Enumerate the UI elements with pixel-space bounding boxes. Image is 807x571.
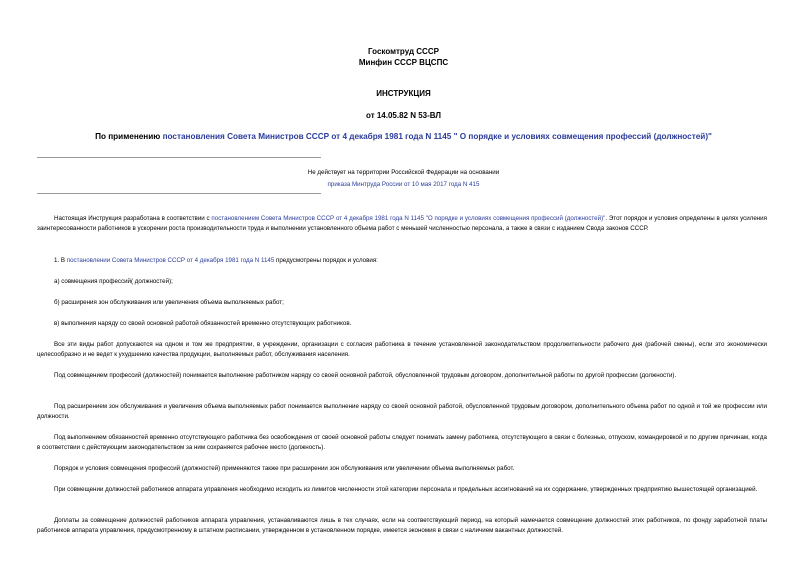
paragraph-1 — [37, 214, 767, 234]
p12-text: Доплаты за совмещение должностей работников аппарата управления, устанавливаются лишь в тех случаях, если на соответствующий период, на который намечается совмещение должностей этих работников, по фонду заработной платы работников аппарата управления, предусмотренному в штатном расписании, утвержденном в установленном порядке, имеется экономия в связи с наличием вакантных должностей. — [37, 517, 767, 535]
decree-title-link[interactable]: постановления Совета Министров СССР от 4 декабря 1981 года N 1145 " О порядке и условиях совмещения профессий (должностей)" — [162, 132, 712, 141]
doc-title-prefix: По применению — [95, 132, 163, 141]
notice-text: Не действует на территории Российской Федерации на основании — [307, 169, 500, 176]
paragraph-12 — [37, 516, 767, 536]
paragraph-3 — [37, 277, 767, 287]
paragraph-5 — [37, 319, 767, 329]
p3-text: а) совмещения профессий( должностей); — [54, 278, 173, 285]
p9-text: Под выполнением обязанностей временно отсутствующего работника без освобождения от своей основной работы следует понимать замену работника, отсутствующего в связи с болезнью, отпуском, командировкой и по другим причинам, когда в соответствии с действующим законодательством за ним сохраняется рабочее место (должность). — [37, 434, 767, 452]
p1-text-b: . Этот порядок и условия определены в целях усиления заинтересованности работников в ускорении роста производительности труда и выполнении установленного объема работ с меньшей численностью персонала, а также в связи с изданием Свода законов СССР. — [37, 215, 767, 233]
p5-text: в) выполнения наряду со своей основной работой обязанностей временно отсутствующих работников. — [54, 320, 352, 327]
p6-text: Все эти виды работ допускаются на одном и том же предприятии, в учреждении, организации с согласия работника в течение установленной законодательством продолжительности рабочего дня (рабочей смены), если это экономически целесообразно и не ведет к ухудшению качества продукции, выполняемых работ, обслуживания населения. — [37, 341, 767, 359]
paragraph-2 — [37, 256, 767, 266]
p8-text: Под расширением зон обслуживания и увеличения объема выполняемых работ понимается выполнение наряду со своей основной работой, обусловленной трудовым договором, дополнительного объема работ по одной и той же профессии или должности. — [37, 403, 767, 421]
decree-link-2[interactable]: постановлении Совета Министров СССР от 4 декабря 1981 года N 1145 — [66, 257, 275, 264]
paragraph-7 — [37, 371, 767, 381]
divider-top — [37, 157, 321, 158]
doc-type: ИНСТРУКЦИЯ — [376, 89, 431, 98]
p7-text: Под совмещением профессий (должностей) понимается выполнение работником наряду со своей основной работой, обусловленной трудовым договором, дополнительной работы по другой профессии (должности). — [54, 372, 677, 379]
p4-text: б) расширения зон обслуживания или увеличения объема выполняемых работ; — [54, 299, 284, 306]
decree-link-1[interactable]: постановлением Совета Министров СССР от 4 декабря 1981 года N 1145 "О порядке и условиях совмещения профессий (должностей)" — [211, 215, 606, 222]
p10-text: Порядок и условия совмещения профессий (должностей) применяются также при расширении зон обслуживания или увеличении объема выполняемых работ. — [54, 465, 515, 472]
divider-bottom — [37, 193, 321, 194]
header-org-1: Госкомтруд СССР — [368, 47, 439, 56]
paragraph-10 — [37, 464, 767, 474]
p11-text: При совмещении должностей работников аппарата управления необходимо исходить из лимитов численности этой категории персонала и предельных ассигнований на их содержание, утвержденных предприятию вышестоящей организацией. — [54, 486, 758, 493]
paragraph-11 — [37, 485, 767, 495]
notice-link-row — [0, 179, 807, 191]
p2-text-b: предусмотрены порядок и условия: — [274, 257, 378, 264]
doc-number: от 14.05.82 N 53-ВЛ — [366, 111, 441, 120]
p2-text-a: 1. В — [54, 257, 67, 264]
p1-text-a: Настоящая Инструкция разработана в соответствии с — [54, 215, 212, 222]
paragraph-8 — [37, 402, 767, 422]
paragraph-4 — [37, 298, 767, 308]
paragraph-6 — [37, 340, 767, 360]
order-link[interactable]: приказа Минтруда России от 10 мая 2017 года N 415 — [327, 181, 480, 188]
doc-title — [40, 131, 767, 142]
paragraph-9 — [37, 433, 767, 453]
header-org-2: Минфин СССР ВЦСПС — [358, 58, 449, 67]
